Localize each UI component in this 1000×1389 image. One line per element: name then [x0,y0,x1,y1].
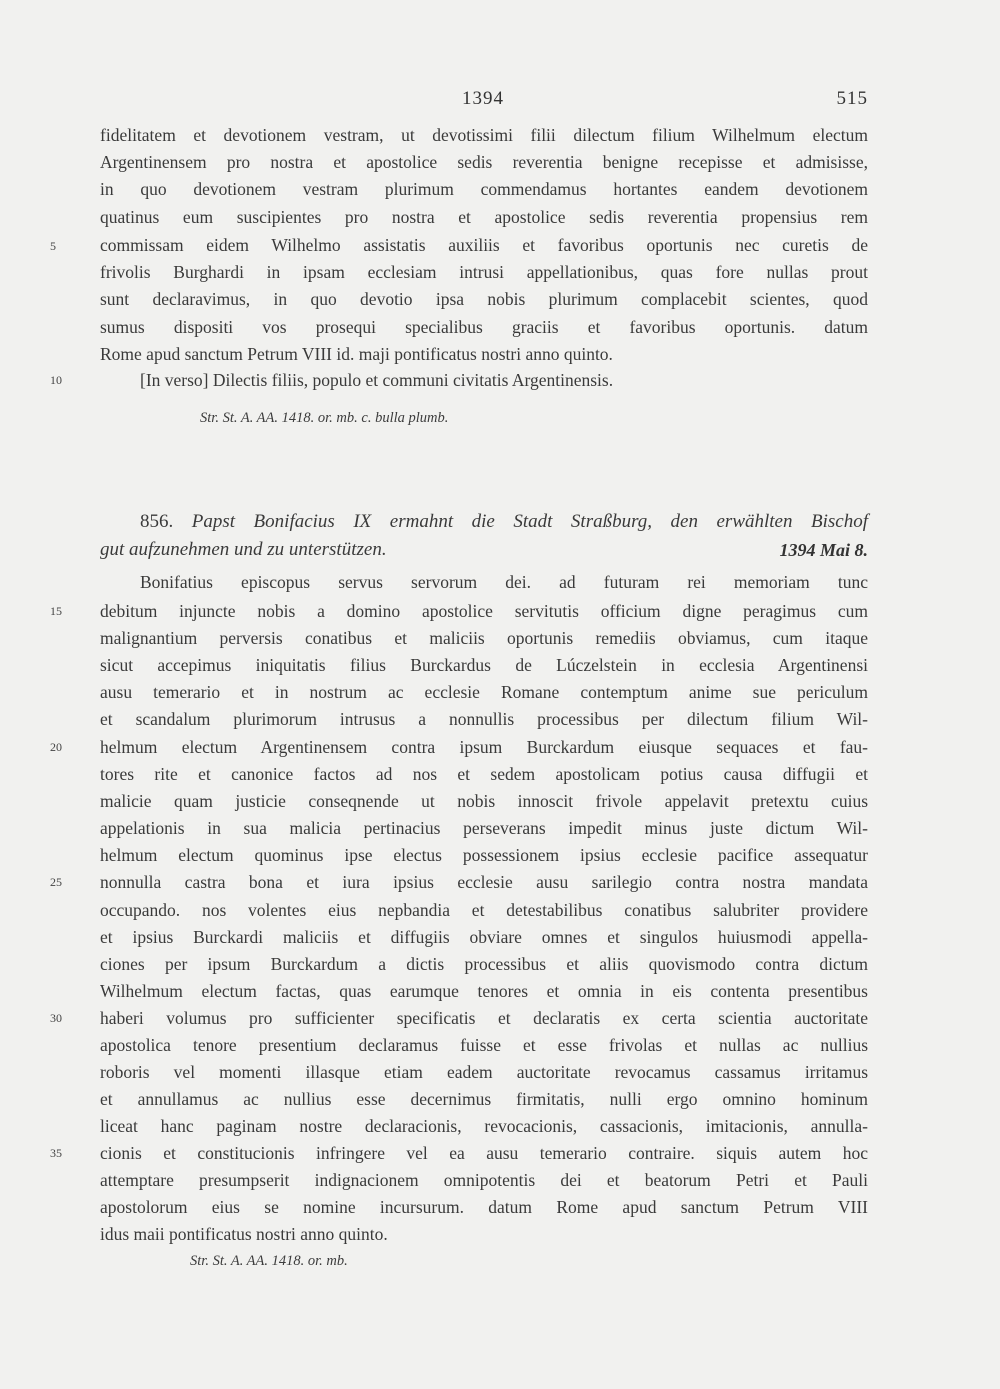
line-number: 35 [50,1146,62,1160]
line-number: 25 [50,875,62,889]
text-line: roboris vel momenti illasque etiam eadem auctoritate revocamus cassamus irritamus [100,1062,868,1082]
archival-source-note: Str. St. A. AA. 1418. or. mb. [190,1253,348,1269]
line-number: 5 [50,239,56,253]
text-line: sumus dispositi vos prosequi specialibus graciis et favoribus oportunis. datum [100,317,868,337]
text-line: et ipsius Burckardi maliciis et diffugiis obviare omnes et singulos huiusmodi appella- [100,927,868,947]
page-header-year: 1394 [462,88,504,109]
text-line: cionis et constitucionis infringere vel ea ausu temerario contraire. siquis autem hoc [100,1143,868,1163]
text-line: Rome apud sanctum Petrum VIII id. maji pontificatus nostri anno quinto. [100,344,613,364]
text-line: helmum electum quominus ipse electus possessionem ipsius ecclesie pacifice assequatur [100,845,868,865]
line-number: 20 [50,740,62,754]
page-number: 515 [836,88,868,109]
document-title-line-1: Papst Bonifacius IX ermahnt die Stadt Straßburg, den erwählten Bischof [191,511,868,532]
document-title-line-2: gut aufzunehmen und zu unterstützen. [100,539,387,560]
text-line: appelationis in sua malicia pertinacius perseverans impedit minus juste dictum Wil- [100,818,868,838]
text-line: commissam eidem Wilhelmo assistatis auxiliis et favoribus oportunis nec curetis de [100,235,868,255]
text-line: apostolica tenore presentium declaramus fuisse et esse frivolas et nullas ac nullius [100,1035,868,1055]
text-line: debitum injuncte nobis a domino apostolice servitutis officium digne peragimus cum [100,601,868,621]
archival-source-note: Str. St. A. AA. 1418. or. mb. c. bulla plumb. [200,410,449,426]
text-line: quatinus eum suscipientes pro nostra et apostolice sedis reverentia propensius rem [100,207,868,227]
text-line: ciones per ipsum Burckardum a dictis processibus et aliis quovismodo contra dictum [100,954,868,974]
document-number: 856. [140,511,174,532]
text-line: sicut accepimus iniquitatis filius Burckardus de Lúczelstein in ecclesia Argentinensi [100,655,868,675]
line-number: 15 [50,604,62,618]
text-line: et annullamus ac nullius esse decernimus firmitatis, nulli ergo omnino hominum [100,1089,868,1109]
text-line: idus maii pontificatus nostri anno quinto. [100,1224,388,1244]
text-line: Bonifatius episcopus servus servorum dei. ad futuram rei memoriam tunc [140,572,868,592]
text-line: sunt declaravimus, in quo devotio ipsa nobis plurimum complacebit scientes, quod [100,289,868,309]
text-line: Wilhelmum electum factas, quas earumque tenores et omnia in eis contenta presentibus [100,981,868,1001]
text-line: haberi volumus pro sufficienter specificatis et declaratis ex certa scientia auctoritate [100,1008,868,1028]
text-line-address: [In verso] Dilectis filiis, populo et communi civitatis Argentinensis. [140,370,614,390]
document-heading [140,508,868,536]
line-number: 10 [50,373,62,387]
text-line: in quo devotionem vestram plurimum commendamus hortantes eandem devotionem [100,179,868,199]
text-line: ausu temerario et in nostrum ac ecclesie Romane contemptum anime sue periculum [100,682,868,702]
text-line: occupando. nos volentes eius nepbandia et detestabilibus conatibus salubriter providere [100,900,868,920]
text-line: fidelitatem et devotionem vestram, ut devotissimi filii dilectum filium Wilhelmum electum [100,125,868,145]
document-date: 1394 Mai 8. [779,540,868,560]
text-line: et scandalum plurimorum intrusus a nonnullis processibus per dilectum filium Wil- [100,709,868,729]
text-line: helmum electum Argentinensem contra ipsum Burckardum eiusque sequaces et fau- [100,737,868,757]
text-line: malicie quam justicie conseqnende ut nobis innoscit frivole appelavit pretextu cuius [100,791,868,811]
line-number: 30 [50,1011,62,1025]
text-line: nonnulla castra bona et iura ipsius ecclesie ausu sarilegio contra nostra mandata [100,872,868,892]
text-line: frivolis Burghardi in ipsam ecclesiam intrusi appellationibus, quas fore nullas prout [100,262,868,282]
text-line: Argentinensem pro nostra et apostolice sedis reverentia benigne recepisse et admisisse, [100,152,868,172]
text-line: apostolorum eius se nomine incursurum. datum Rome apud sanctum Petrum VIII [100,1197,868,1217]
text-line: malignantium perversis conatibus et maliciis oportunis remediis obviamus, cum itaque [100,628,868,648]
text-line: liceat hanc paginam nostre declaracionis, revocacionis, cassacionis, imitacionis, annulla- [100,1116,868,1136]
text-line: attemptare presumpserit indignacionem omnipotentis dei et beatorum Petri et Pauli [100,1170,868,1190]
text-line: tores rite et canonice factos ad nos et sedem apostolicam potius causa diffugii et [100,764,868,784]
